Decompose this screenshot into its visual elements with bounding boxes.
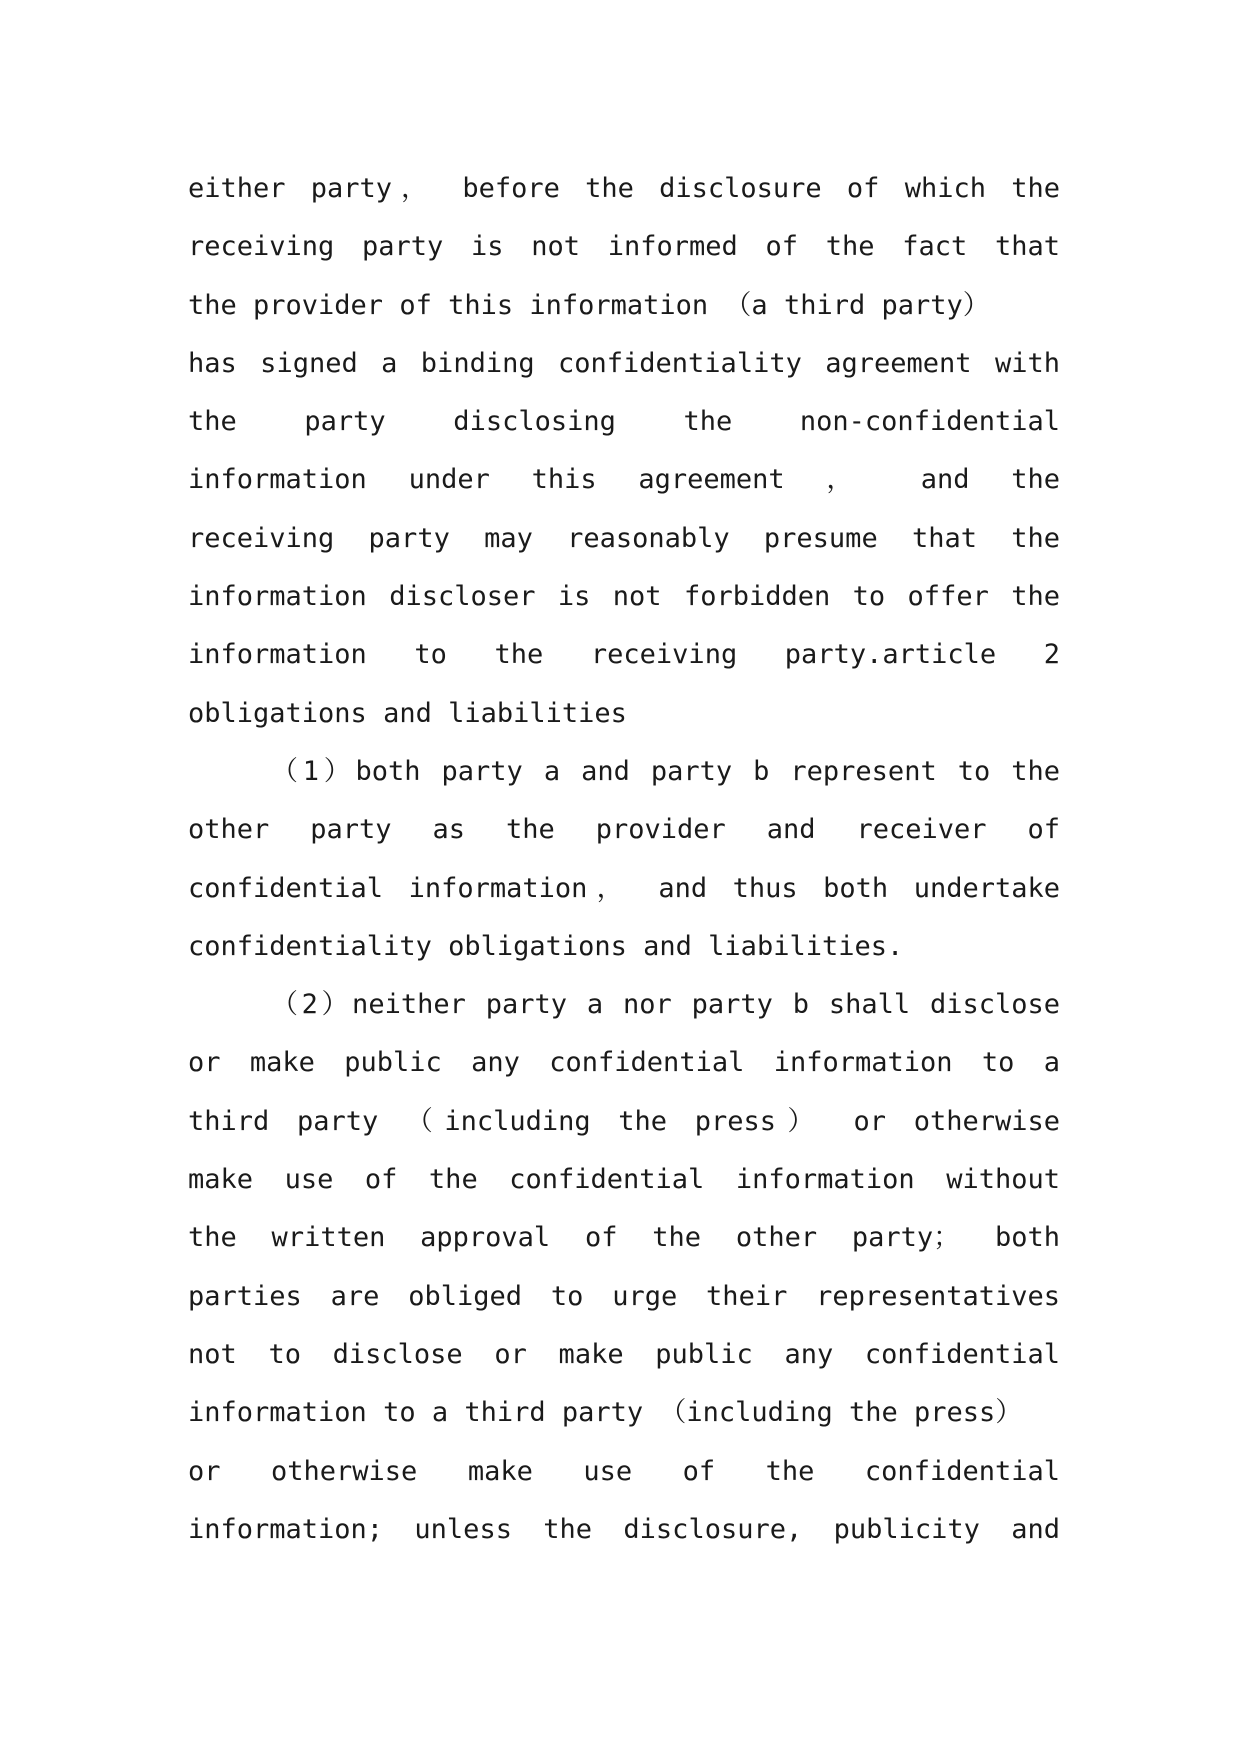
text-line: make use of the confidential information without — [188, 1164, 1060, 1196]
text-line: the party disclosing the non-confidential — [188, 406, 1060, 438]
text-line: parties are obliged to urge their representatives — [188, 1280, 1060, 1312]
text-line: the provider of this information （a third party） — [188, 289, 990, 321]
text-line: third party （including the press） or otherwise — [188, 1105, 1060, 1137]
text-line: receiving party is not informed of the fact that — [188, 231, 1060, 263]
text-line: information under this agreement ， and the — [188, 464, 1060, 496]
text-line: either party， before the disclosure of which the — [188, 173, 1060, 204]
text-line: receiving party may reasonably presume that the — [188, 522, 1060, 554]
text-line: obligations and liabilities — [188, 697, 627, 729]
text-line: or make public any confidential information to a — [188, 1047, 1060, 1079]
text-line: information; unless the disclosure, publicity and — [188, 1513, 1060, 1545]
text-line: confidential information， and thus both undertake — [188, 872, 1060, 904]
paragraph-first-line: （1）both party a and party b represent to the — [271, 755, 1060, 787]
paragraph-first-line: （2）neither party a nor party b shall disclose — [271, 989, 1060, 1021]
text-line: or otherwise make use of the confidential — [188, 1455, 1060, 1487]
text-line: confidentiality obligations and liabilities. — [188, 930, 904, 962]
text-line: the written approval of the other party； both — [188, 1222, 1060, 1254]
text-line: has signed a binding confidentiality agreement with — [188, 347, 1060, 379]
text-line: not to disclose or make public any confidential — [188, 1338, 1060, 1370]
text-line: information to the receiving party.article 2 — [188, 639, 1060, 671]
document-body — [188, 160, 1060, 1559]
text-line: information to a third party （including the press） — [188, 1397, 1023, 1429]
text-line: other party as the provider and receiver of — [188, 814, 1060, 846]
text-line: information discloser is not forbidden to offer the — [188, 581, 1060, 613]
